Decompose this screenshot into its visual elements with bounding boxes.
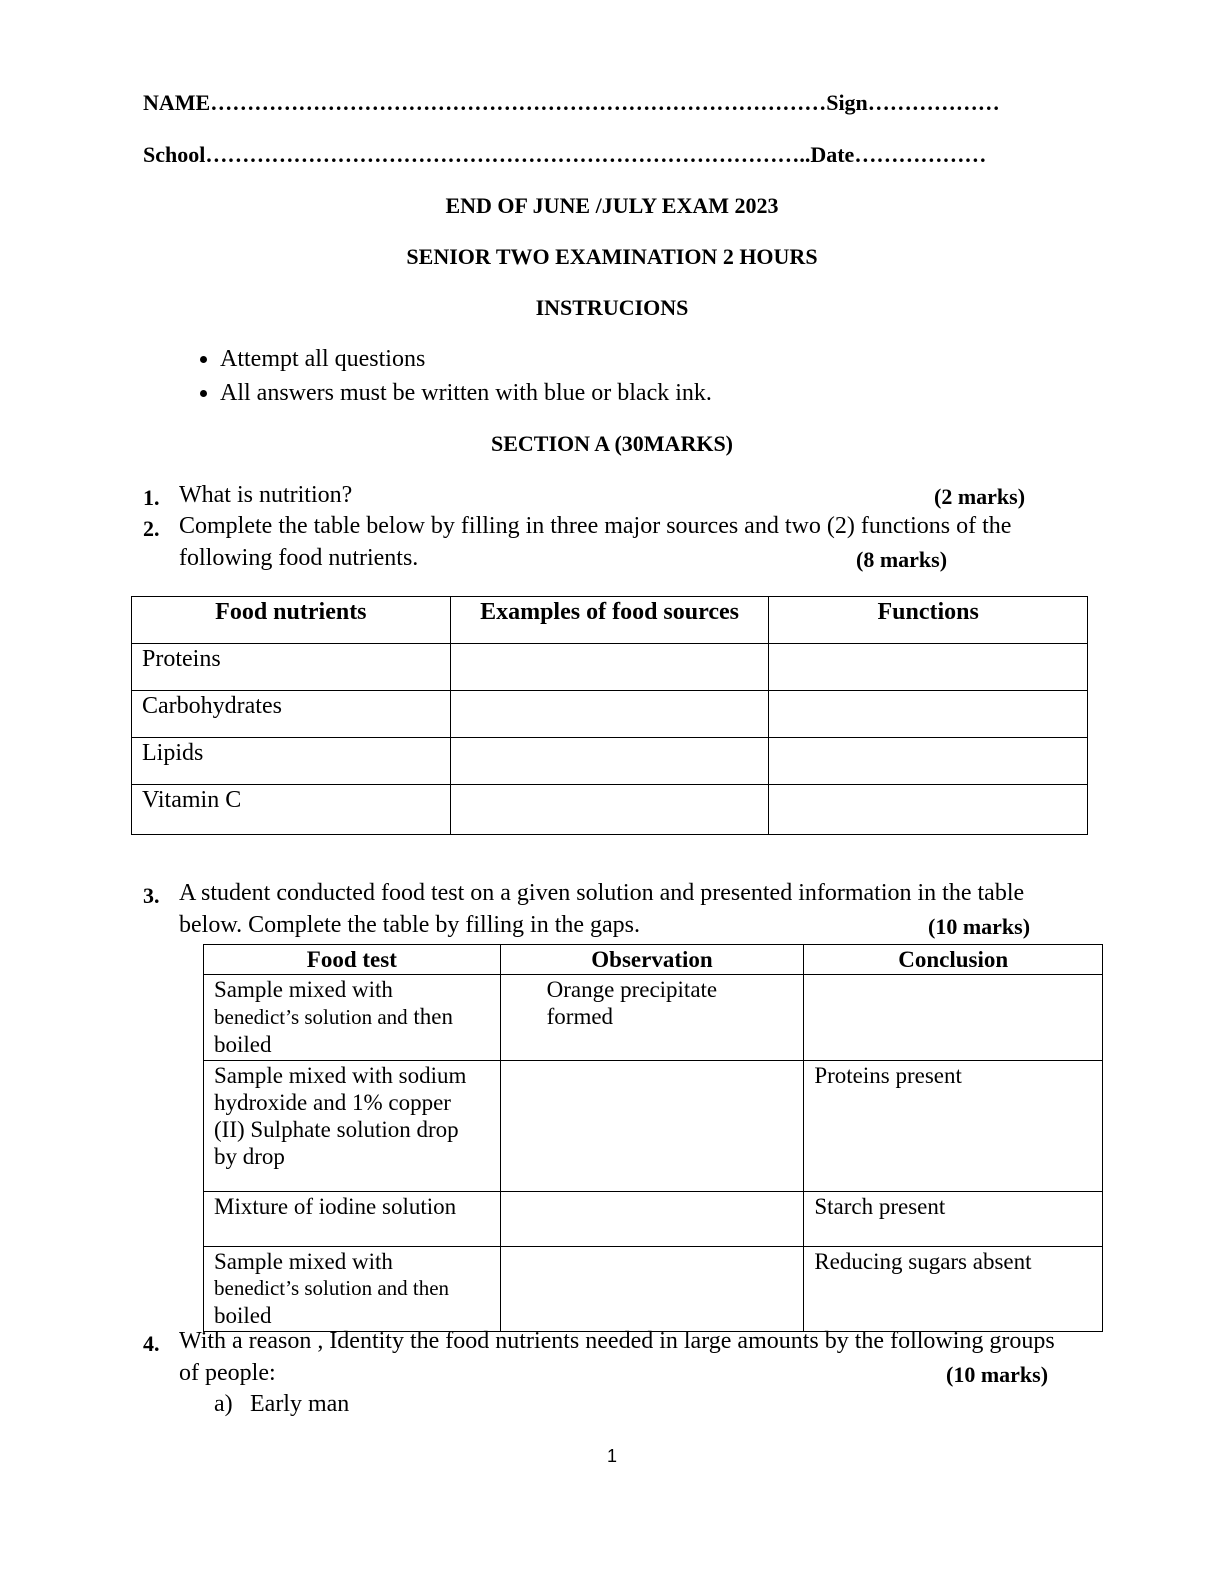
school-date-line: School………………………………………………………………………..Date……………… (143, 142, 987, 167)
cell-line: Sample mixed with (214, 1249, 393, 1274)
cell-line (214, 1003, 490, 1031)
question-number: 2. (143, 516, 160, 541)
answer-cell[interactable] (450, 644, 769, 691)
nutrient-cell: Proteins (132, 644, 451, 691)
table-row (132, 644, 1088, 691)
question-4-line-2: of people: (179, 1360, 276, 1386)
nutrient-cell: Vitamin C (132, 785, 451, 835)
answer-cell[interactable] (500, 1247, 804, 1332)
question-2-line-1: Complete the table below by filling in three major sources and two (2) functions of the (179, 513, 1012, 539)
cell-line: hydroxide and 1% copper (214, 1090, 451, 1115)
table-header-row (132, 597, 1088, 644)
question-1-text: What is nutrition? (179, 482, 353, 508)
answer-cell[interactable] (450, 738, 769, 785)
answer-cell[interactable] (450, 691, 769, 738)
column-header: Observation (500, 945, 804, 975)
observation-cell (500, 975, 804, 1061)
instruction-item: • Attempt all questions (220, 342, 712, 376)
answer-cell[interactable] (769, 691, 1088, 738)
cell-text: then (413, 1004, 453, 1029)
food-test-cell (204, 1247, 501, 1332)
class-title: SENIOR TWO EXAMINATION 2 HOURS (406, 244, 818, 269)
column-header: Functions (769, 597, 1088, 644)
cell-line: boiled (214, 1032, 272, 1057)
question-number: 3. (143, 883, 160, 908)
cell-line: formed (546, 1004, 614, 1029)
column-header: Conclusion (804, 945, 1103, 975)
conclusion-cell: Starch present (804, 1192, 1103, 1247)
answer-cell[interactable] (500, 1192, 804, 1247)
table-row (204, 1192, 1103, 1247)
question-1-marks: (2 marks) (934, 484, 1026, 509)
column-header: Examples of food sources (450, 597, 769, 644)
column-header: Food nutrients (132, 597, 451, 644)
food-test-cell (204, 1061, 501, 1192)
instruction-item: • All answers must be written with blue or black ink. (220, 376, 712, 410)
question-2-line-2: following food nutrients. (179, 545, 419, 571)
answer-cell[interactable] (804, 975, 1103, 1061)
food-test-cell: Mixture of iodine solution (204, 1192, 501, 1247)
cell-line: benedict’s solution and then (214, 1276, 450, 1300)
page-number: 1 (606, 1446, 617, 1466)
food-test-table (203, 944, 1103, 1332)
cell-line: boiled (214, 1303, 272, 1328)
conclusion-cell: Proteins present (804, 1061, 1103, 1192)
instructions-list (180, 342, 712, 410)
table-row (204, 1061, 1103, 1192)
cell-line: Orange precipitate (546, 977, 718, 1002)
nutrients-table (131, 596, 1088, 835)
conclusion-cell: Reducing sugars absent (804, 1247, 1103, 1332)
question-number: 1. (143, 485, 160, 510)
nutrient-cell: Carbohydrates (132, 691, 451, 738)
question-4-marks: (10 marks) (946, 1362, 1049, 1387)
cell-text: benedict’s solution and (214, 1005, 408, 1029)
answer-cell[interactable] (769, 785, 1088, 835)
table-row (132, 738, 1088, 785)
cell-line: by drop (214, 1144, 285, 1169)
table-row (132, 785, 1088, 835)
table-row (132, 691, 1088, 738)
nutrient-cell: Lipids (132, 738, 451, 785)
sub-question-label: a) (214, 1391, 233, 1417)
cell-line: Sample mixed with sodium (214, 1063, 467, 1088)
table-row (204, 1247, 1103, 1332)
question-3-line-1: A student conducted food test on a given solution and presented information in the table (179, 880, 1025, 906)
sub-question-text: Early man (250, 1391, 350, 1417)
question-number: 4. (143, 1331, 160, 1356)
answer-cell[interactable] (769, 644, 1088, 691)
table-row (204, 975, 1103, 1061)
name-sign-line: NAME…………………………………………………………………………Sign……………… (143, 90, 1000, 115)
question-4-line-1: With a reason , Identity the food nutrients needed in large amounts by the following groups (179, 1328, 1055, 1354)
exam-title: END OF JUNE /JULY EXAM 2023 (445, 193, 779, 218)
table-header-row (204, 945, 1103, 975)
cell-line: Sample mixed with (214, 977, 393, 1002)
section-heading: SECTION A (30MARKS) (490, 431, 734, 456)
answer-cell[interactable] (500, 1061, 804, 1192)
column-header: Food test (204, 945, 501, 975)
food-test-cell (204, 975, 501, 1061)
cell-line: (II) Sulphate solution drop (214, 1117, 459, 1142)
question-3-marks: (10 marks) (928, 914, 1031, 939)
answer-cell[interactable] (450, 785, 769, 835)
instructions-heading: INSTRUCIONS (535, 295, 689, 320)
question-2-marks: (8 marks) (856, 547, 948, 572)
question-3-line-2: below. Complete the table by filling in the gaps. (179, 912, 641, 938)
answer-cell[interactable] (769, 738, 1088, 785)
